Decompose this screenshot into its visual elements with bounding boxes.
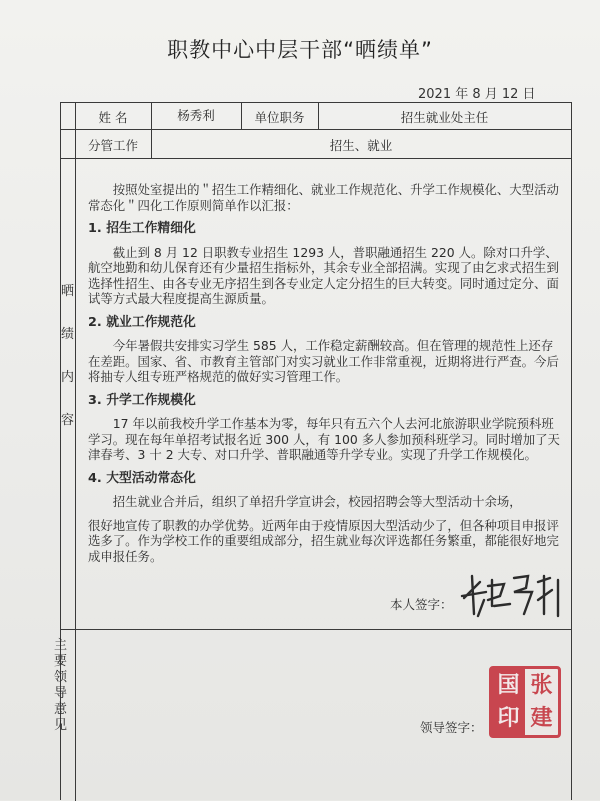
name-value: 杨秀利 [177, 108, 215, 123]
closing-paragraph: 很好地宣传了职教的办学优势。近两年由于疫情原因大型活动少了，但各种项目申报评选多了。作为学校工作的重要组成部分，招生就业每次评选都任务繁重，都能很好地完成申报任务。 [88, 517, 559, 564]
side-label-char: 绩 [60, 327, 74, 342]
section-heading: 4. 大型活动常态化 [88, 470, 196, 486]
leader-signature-label: 领导签字： [420, 720, 483, 735]
side-label-char: 意 [53, 702, 67, 717]
achievements-side-label [60, 280, 75, 452]
duty-value: 招生、就业 [329, 138, 393, 153]
section-heading: 3. 升学工作规模化 [88, 392, 196, 408]
section-paragraph: 17 年以前我校升学工作基本为零，每年只有五六个人去河北旅游职业学院预科班学习。现在每年单招考试报名近 300 人，有 100 多人参加预科班学习。同时增加了天津春考、3 十 2 大专、对口升学、普职融通等升学专业。实现了升学工作规模化。 [88, 416, 560, 462]
seal-char: 建 [530, 705, 553, 731]
side-label-char: 晒 [60, 284, 74, 299]
seal-char: 国 [492, 669, 525, 702]
position-label: 单位职务 [254, 110, 305, 125]
section-paragraph: 今年暑假共安排实习学生 585 人，工作稳定薪酬较高。但在管理的规范性上还存在差距。国家、省、市教育主管部门对实习就业工作非常重视，近期将进行严查。今后将抽专人组专班严格规范的做好实习管理工作。 [88, 338, 559, 384]
side-label-char: 领 [53, 670, 67, 685]
intro-paragraph: 按照处室提出的＂招生工作精细化、就业工作规范化、升学工作规模化、大型活动常态化＂四化工作原则简单作以汇报： [88, 182, 559, 213]
side-label-char: 要 [53, 654, 67, 669]
report-body [88, 182, 564, 564]
official-seal [489, 666, 561, 738]
side-label-char: 主 [53, 638, 67, 653]
duty-label: 分管工作 [87, 138, 138, 153]
section-heading: 1. 招生工作精细化 [88, 221, 196, 236]
row-divider [61, 158, 571, 159]
document-date: 2021 年 8 月 12 日 [418, 87, 536, 102]
column-divider [75, 158, 76, 801]
side-label-char: 见 [53, 718, 67, 733]
section-heading: 2. 就业工作规范化 [88, 314, 196, 330]
row-divider [61, 629, 571, 630]
seal-char: 印 [492, 702, 525, 735]
side-label-char: 导 [53, 686, 67, 701]
section-paragraph: 截止到 8 月 12 日职教专业招生 1293 人，普职融通招生 220 人。除对口升学、航空地勤和幼儿保育还有少量招生指标外，其余专业全部招满。实现了由乞求式招生到选择性招生、由各专业无序招生到各专业定人定分招生的巨大转变。同时通过定分、面试等方式最大程度提高生源质量。 [88, 244, 559, 306]
row-divider [61, 129, 571, 130]
leader-opinion-side-label [53, 638, 68, 734]
seal-char: 张 [530, 672, 553, 698]
side-label-char: 内 [60, 370, 74, 385]
page-title: 职教中心中层干部“晒绩单” [167, 38, 433, 62]
side-label-char: 容 [60, 413, 74, 428]
section-paragraph: 招生就业合并后，组织了单招升学宣讲会，校园招聘会等大型活动十余场， [112, 494, 522, 509]
handwritten-signature [458, 570, 570, 620]
position-value: 招生就业处主任 [400, 110, 489, 125]
self-signature-label: 本人签字： [390, 597, 453, 612]
name-label: 姓 名 [98, 110, 128, 125]
